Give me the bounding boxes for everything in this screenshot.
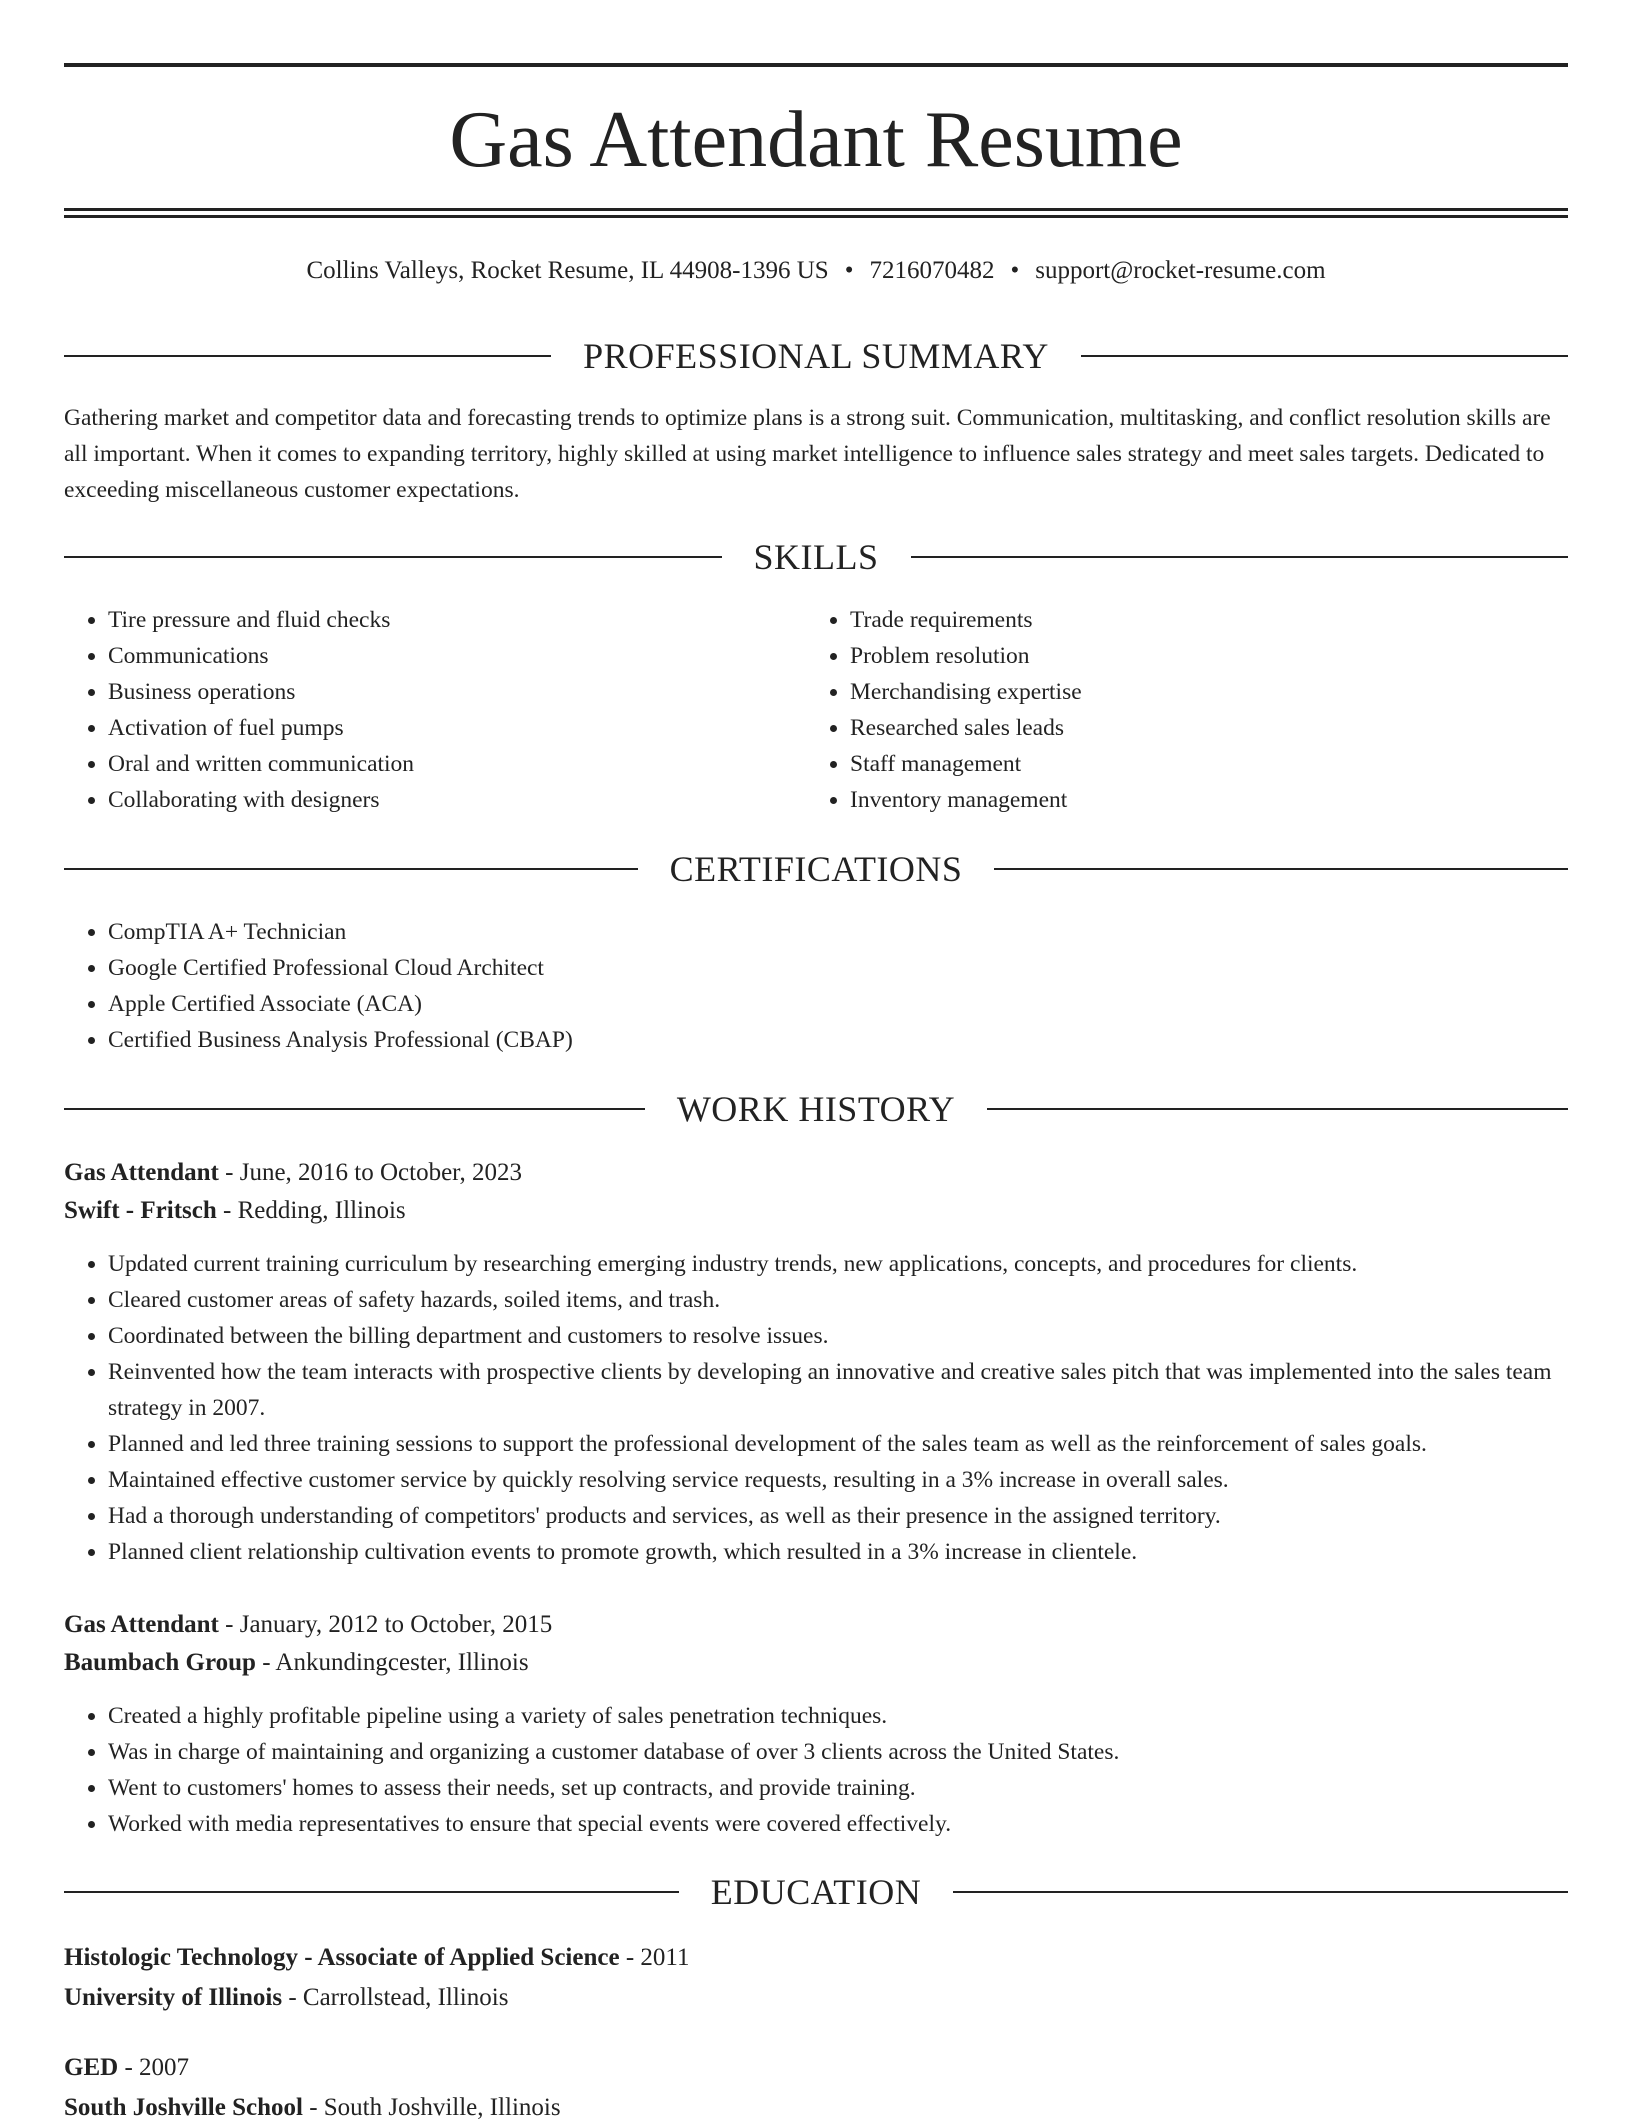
section-rule <box>64 556 722 558</box>
section-rule <box>64 355 551 357</box>
resume-title: Gas Attendant Resume <box>449 96 1183 184</box>
contact-separator: • <box>1010 257 1020 284</box>
job-bullet: • Maintained effective customer service by quickly resolving service requests, resulting in a 3% increase in overall sales. <box>108 1462 1568 1498</box>
skill-item: • Problem resolution <box>850 638 1548 674</box>
section-header-work <box>64 1087 1568 1131</box>
section-rule <box>64 1108 645 1110</box>
job-company-line <box>64 1192 1568 1230</box>
section-rule <box>64 868 638 870</box>
job-bullet: • Worked with media representatives to ensure that special events were covered effectively. <box>108 1806 1568 1842</box>
education-school-line <box>64 2088 1568 2128</box>
certifications-items <box>64 914 1568 1058</box>
skill-item: • Merchandising expertise <box>850 674 1548 710</box>
education-year: 2011 <box>640 1944 690 1971</box>
job-title: Gas Attendant <box>64 1611 219 1638</box>
skill-item: • Business operations <box>108 674 806 710</box>
section-header-skills <box>64 535 1568 579</box>
job-dates: January, 2012 to October, 2015 <box>239 1611 553 1638</box>
education-degree: Histologic Technology - Associate of Applied Science <box>64 1944 620 1971</box>
education-degree-line <box>64 1938 1568 1978</box>
skill-item: • Communications <box>108 638 806 674</box>
job-bullet: • Created a highly profitable pipeline using a variety of sales penetration techniques. <box>108 1698 1568 1734</box>
contact-phone: 7216070482 <box>869 257 995 284</box>
certification-item: • Certified Business Analysis Professional (CBAP) <box>108 1022 1568 1058</box>
job-bullet: • Had a thorough understanding of competitors' products and services, as well as their presence in the assigned territory. <box>108 1498 1568 1534</box>
contact-address: Collins Valleys, Rocket Resume, IL 44908-1396 US <box>306 257 829 284</box>
education-year: 2007 <box>139 2054 190 2081</box>
skills-right-list <box>806 602 1548 818</box>
education-degree-line <box>64 2048 1568 2088</box>
contact-email: support@rocket-resume.com <box>1035 257 1326 284</box>
job-title-line <box>64 1154 1568 1192</box>
skill-item: • Inventory management <box>850 782 1548 818</box>
job-bullet: • Planned and led three training sessions to support the professional development of the sales team as well as the reinforcement of sales goals. <box>108 1426 1568 1462</box>
skill-item: • Trade requirements <box>850 602 1548 638</box>
job-company-line <box>64 1644 1568 1682</box>
section-title-summary: PROFESSIONAL SUMMARY <box>583 336 1049 376</box>
job-dash: - <box>255 1649 276 1676</box>
job-bullet: • Updated current training curriculum by researching emerging industry trends, new applications, concepts, and procedures for clients. <box>108 1246 1568 1282</box>
certification-item: • Google Certified Professional Cloud Architect <box>108 950 1568 986</box>
education-school: University of Illinois <box>64 1984 283 2011</box>
education-location: Carrollstead, Illinois <box>302 1984 509 2011</box>
skills-list <box>64 602 1568 818</box>
job-company: Swift - Fritsch <box>64 1197 217 1224</box>
section-rule <box>64 1891 679 1893</box>
section-header-certifications <box>64 847 1568 891</box>
job-company: Baumbach Group <box>64 1649 256 1676</box>
section-title-work: WORK HISTORY <box>676 1089 956 1129</box>
education-dash: - <box>118 2054 140 2081</box>
skills-column-left <box>64 602 806 818</box>
skills-left-list <box>64 602 806 818</box>
section-rule <box>911 556 1569 558</box>
contact-line <box>64 254 1568 288</box>
certifications-list <box>64 914 1568 1058</box>
job-title-line <box>64 1606 1568 1644</box>
education-dash: - <box>282 1984 303 2011</box>
section-header-education <box>64 1870 1568 1914</box>
job-bullet: • Was in charge of maintaining and organizing a customer database of over 3 clients across the United States. <box>108 1734 1568 1770</box>
job-dash: - <box>218 1611 240 1638</box>
skills-column-right <box>806 602 1548 818</box>
job-bullet: • Coordinated between the billing department and customers to resolve issues. <box>108 1318 1568 1354</box>
job-dash: - <box>218 1159 240 1186</box>
job-bullets <box>64 1246 1568 1570</box>
section-header-summary <box>64 334 1568 378</box>
section-rule <box>953 1891 1568 1893</box>
job-dash: - <box>216 1197 238 1224</box>
education-degree: GED <box>64 2054 119 2081</box>
skill-item: • Staff management <box>850 746 1548 782</box>
education-entry <box>64 2048 1568 2128</box>
job-bullet: • Reinvented how the team interacts with prospective clients by developing an innovative and creative sales pitch that was implemented into the sales team strategy in 2007. <box>108 1354 1568 1426</box>
job-bullet: • Cleared customer areas of safety hazards, soiled items, and trash. <box>108 1282 1568 1318</box>
skill-item: • Collaborating with designers <box>108 782 806 818</box>
certification-item: • Apple Certified Associate (ACA) <box>108 986 1568 1022</box>
certification-item: • CompTIA A+ Technician <box>108 914 1568 950</box>
job-entry <box>64 1154 1568 1570</box>
section-rule <box>994 868 1568 870</box>
job-title: Gas Attendant <box>64 1159 219 1186</box>
summary-text: Gathering market and competitor data and forecasting trends to optimize plans is a strong suit. Communication, multitasking, and conflict resolution skills are all important. When it comes to expanding territory, highly skilled at using market intelligence to influence sales strategy and meet sales targets. Dedicated to exceeding miscellaneous customer expectations. <box>64 405 1551 503</box>
section-title-certifications: CERTIFICATIONS <box>669 849 963 889</box>
job-bullet: • Went to customers' homes to assess their needs, set up contracts, and provide training. <box>108 1770 1568 1806</box>
job-location: Ankundingcester, Illinois <box>275 1649 529 1676</box>
skill-item: • Oral and written communication <box>108 746 806 782</box>
education-dash: - <box>302 2094 324 2121</box>
section-rule <box>1081 355 1568 357</box>
job-dates: June, 2016 to October, 2023 <box>239 1159 523 1186</box>
job-entry <box>64 1606 1568 1842</box>
job-location: Redding, Illinois <box>237 1197 406 1224</box>
education-school-line <box>64 1978 1568 2018</box>
job-bullets <box>64 1698 1568 1842</box>
contact-separator: • <box>844 257 854 284</box>
top-rule <box>64 63 1568 67</box>
skill-item: • Activation of fuel pumps <box>108 710 806 746</box>
skill-item: • Tire pressure and fluid checks <box>108 602 806 638</box>
education-location: South Joshville, Illinois <box>323 2094 561 2121</box>
section-rule <box>987 1108 1568 1110</box>
skill-item: • Researched sales leads <box>850 710 1548 746</box>
title-double-rule <box>64 208 1568 218</box>
education-dash: - <box>619 1944 641 1971</box>
job-bullet: • Planned client relationship cultivation events to promote growth, which resulted in a 3% increase in clientele. <box>108 1534 1568 1570</box>
section-title-skills: SKILLS <box>753 537 879 577</box>
section-title-education: EDUCATION <box>710 1872 922 1912</box>
education-school: South Joshville School <box>64 2094 303 2121</box>
education-entry <box>64 1938 1568 2018</box>
